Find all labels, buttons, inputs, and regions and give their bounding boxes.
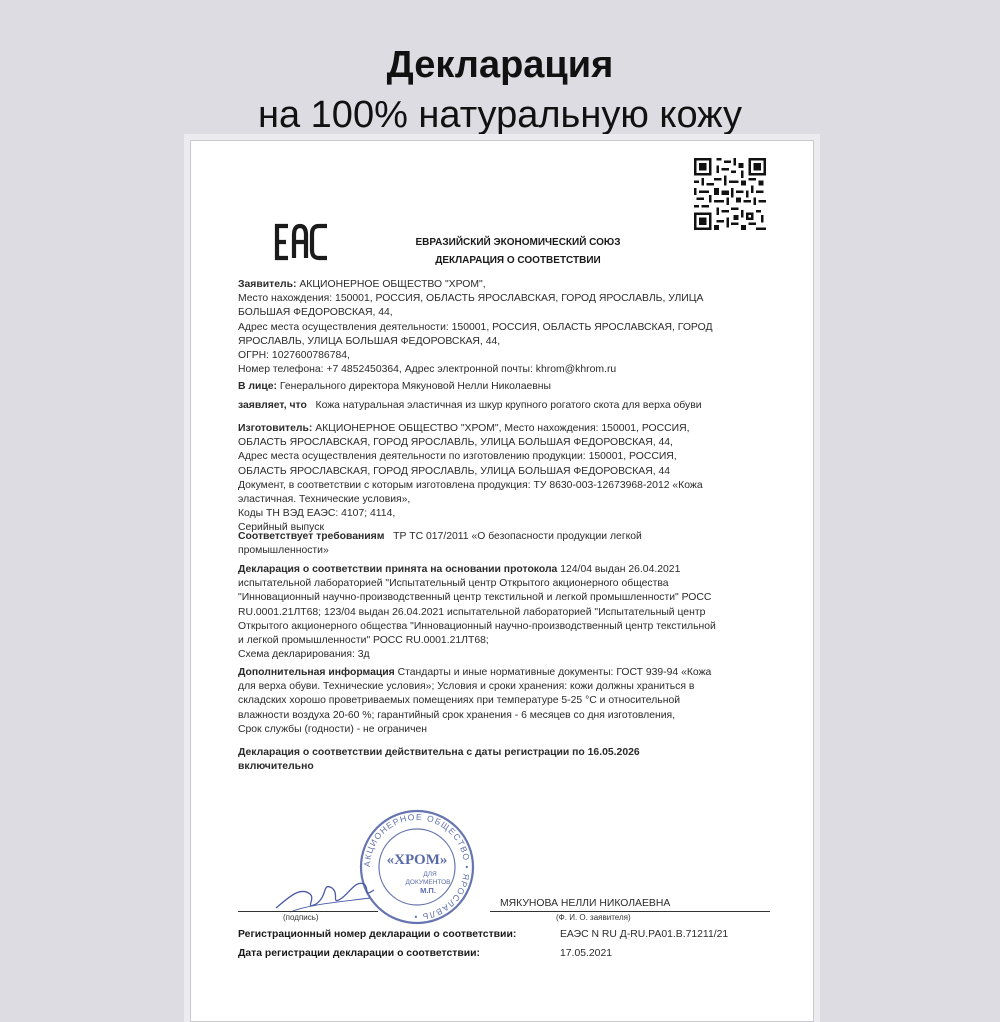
extra-line: Срок службы (годности) - не ограничен: [238, 723, 428, 735]
page-headline: [0, 40, 1000, 140]
applicant-line: ЯРОСЛАВЛЬ, УЛИЦА БОЛЬШАЯ ФЕДОРОВСКАЯ, 44,: [238, 335, 501, 347]
stamp-line2: ДОКУМЕНТОВ: [405, 879, 451, 886]
qr-code: [694, 158, 766, 230]
document-header: [388, 234, 648, 270]
stamp-ring-text: АКЦИОНЕРНОЕ ОБЩЕСТВО • ЯРОСЛАВЛЬ •: [361, 811, 473, 923]
applicant-line: Номер телефона: +7 4852450364, Адрес электронной почты: khrom@khrom.ru: [238, 364, 617, 376]
maker-label: Изготовитель:: [238, 423, 313, 434]
applicant-line: ОГРН: 1027600786784,: [238, 350, 350, 362]
conforms-block: [238, 530, 768, 558]
maker-line: Адрес места осуществления деятельности по изготовлению продукции: 150001, РОССИЯ,: [238, 451, 677, 463]
maker-first: АКЦИОНЕРНОЕ ОБЩЕСТВО "ХРОМ", Место нахождения: 150001, РОССИЯ,: [315, 423, 690, 434]
basis-first: 124/04 выдан 26.04.2021: [560, 564, 681, 575]
conforms-value: ТР ТС 017/2011 «О безопасности продукции легкой: [393, 531, 642, 542]
applicant-line: Адрес места осуществления деятельности: 150001, РОССИЯ, ОБЛАСТЬ ЯРОСЛАВСКАЯ, ГОРОД: [238, 321, 713, 333]
reg-number-value: ЕАЭС N RU Д-RU.РА01.В.71211/21: [560, 929, 729, 940]
signature-caption: (подпись): [283, 913, 319, 922]
stamp-center-text: «ХРОМ»: [386, 852, 448, 868]
stamp-line1: ДЛЯ: [423, 871, 437, 878]
maker-line: Коды ТН ВЭД ЕАЭС: 4107; 4114,: [238, 508, 396, 520]
reg-number-label: Регистрационный номер декларации о соответствии:: [238, 929, 517, 940]
fio-line: [490, 911, 770, 912]
validity-line1: Декларация о соответствии действительна с даты регистрации по 16.05.2026: [238, 747, 640, 758]
person-label: В лице:: [238, 381, 278, 392]
extra-info-block: [238, 666, 768, 737]
extra-first: Стандарты и иные нормативные документы: ГОСТ 939-94 «Кожа: [397, 667, 712, 678]
basis-line: Открытого акционерного общества "Инновационный научно-производственный центр текстильной: [238, 620, 716, 632]
fio-caption: (Ф. И. О. заявителя): [556, 913, 631, 922]
maker-line: ОБЛАСТЬ ЯРОСЛАВСКАЯ, ГОРОД ЯРОСЛАВЛЬ, УЛИЦА БОЛЬШАЯ ФЕДОРОВСКАЯ, 44: [238, 465, 671, 477]
basis-line: и легкой промышленности" РОСС RU.0001.21ЛТ68;: [238, 635, 489, 647]
applicant-name: АКЦИОНЕРНОЕ ОБЩЕСТВО "ХРОМ",: [299, 279, 486, 290]
basis-line: испытательной лабораторией "Испытательный центр Открытого акционерного общества: [238, 578, 669, 590]
applicant-label: Заявитель:: [238, 279, 297, 290]
basis-line: "Инновационный научно-производственный центр текстильной и легкой промышленности" РОСС: [238, 592, 712, 604]
validity-line2: включительно: [238, 761, 314, 773]
applicant-line: БОЛЬШАЯ ФЕДОРОВСКАЯ, 44,: [238, 307, 393, 319]
maker-line: эластичная. Технические условия»,: [238, 494, 411, 506]
extra-line: складских хорошо проветриваемых помещениях при температуре 5-25 °С и относительной: [238, 695, 681, 707]
basis-label: Декларация о соответствии принята на основании протокола: [238, 564, 558, 575]
applicant-block: [238, 278, 768, 377]
person-value: Генерального директора Мякуновой Нелли Николаевны: [279, 381, 552, 392]
extra-line: для верха обуви. Технические условия»; Условия и сроки хранения: кожи должны храниться в: [238, 681, 695, 693]
conforms-label: Соответствует требованиям: [238, 531, 385, 542]
maker-line: Документ, в соответствии с которым изготовлена продукция: ТУ 8630-003-12673968-2012 «Кожа: [238, 479, 703, 491]
maker-line: Серийный выпуск: [238, 522, 325, 534]
eac-logo: [273, 222, 331, 262]
validity-block: [238, 746, 768, 774]
maker-line: ОБЛАСТЬ ЯРОСЛАВСКАЯ, ГОРОД ЯРОСЛАВЛЬ, УЛИЦА БОЛЬШАЯ ФЕДОРОВСКАЯ, 44,: [238, 437, 673, 449]
signature-line: [238, 911, 378, 912]
basis-block: [238, 563, 768, 662]
extra-label: Дополнительная информация: [238, 667, 395, 678]
basis-line: Схема декларирования: 3д: [238, 649, 370, 661]
manufacturer-block: [238, 422, 768, 536]
declares-value: Кожа натуральная эластичная из шкур крупного рогатого скота для верха обуви: [315, 400, 702, 411]
applicant-line: Место нахождения: 150001, РОССИЯ, ОБЛАСТЬ ЯРОСЛАВСКАЯ, ГОРОД ЯРОСЛАВЛЬ, УЛИЦА: [238, 293, 704, 305]
extra-line: влажности воздуха 20-60 %; гарантийный срок хранения - 6 месяцев со дня изготовления,: [238, 709, 676, 721]
reg-date-label: Дата регистрации декларации о соответствии:: [238, 948, 480, 959]
person-block: [238, 380, 768, 394]
union-name: ЕВРАЗИЙСКИЙ ЭКОНОМИЧЕСКИЙ СОЮЗ: [415, 237, 621, 248]
document-title: ДЕКЛАРАЦИЯ О СООТВЕТСТВИИ: [435, 255, 601, 266]
reg-date-value: 17.05.2021: [560, 948, 613, 959]
headline-line1: Декларация: [386, 44, 614, 86]
declares-label: заявляет, что: [238, 400, 307, 411]
conforms-line2: промышленности»: [238, 545, 329, 557]
signer-name: МЯКУНОВА НЕЛЛИ НИКОЛАЕВНА: [500, 898, 671, 909]
headline-line2: на 100% натуральную кожу: [258, 94, 742, 136]
stamp-line3: М.П.: [420, 886, 436, 895]
declares-block: [238, 399, 768, 413]
basis-line: RU.0001.21ЛТ68; 123/04 выдан 26.04.2021 испытательной лабораторией "Испытательный центр: [238, 606, 706, 618]
